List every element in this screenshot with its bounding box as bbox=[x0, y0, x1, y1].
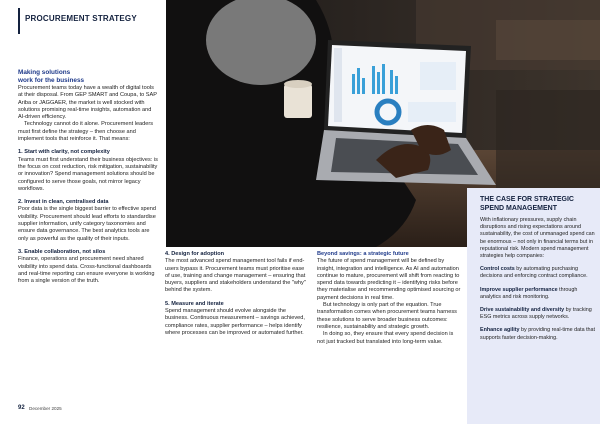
page-number: 92 bbox=[18, 405, 25, 411]
sidebar-benefit-3 bbox=[480, 307, 596, 321]
benefit-3-heading: Drive sustainability and diversity bbox=[480, 307, 565, 314]
col3-paragraph-2: But technology is only part of the equation. True transformation comes when procurement teams harness these solutions to serve broader business outcomes: resilience, sustainability and strategic growth. bbox=[317, 302, 457, 330]
benefit-2-heading: Improve supplier performance bbox=[480, 286, 558, 293]
sidebar-benefit-2 bbox=[480, 287, 596, 301]
col3-paragraph-1: The future of spend management will be defined by insight, integration and intelligence. As AI and automation continue to mature, procurement will shift from reacting to spend data towards predicting it – identifying risks before they materialise and recommending optimised sourcing or payment decisions in real time. bbox=[317, 258, 461, 301]
step-4-title: 4. Design for adoption bbox=[165, 251, 225, 257]
sidebar-benefit-4 bbox=[480, 327, 596, 341]
sidebar-body bbox=[480, 217, 596, 348]
step-2-body: Poor data is the single biggest barrier to effective spend visibility. Procurement should lead efforts to standardise supplier information, unify category taxonomies and ensure data governance. The best analytics tools are only as powerful as the quality of their inputs. bbox=[18, 206, 156, 242]
benefit-2-text: through analytics and risk monitoring. bbox=[480, 286, 578, 300]
col1-intro: Procurement teams today have a wealth of digital tools at their disposal. From GEP SMART and Coupa, to SAP Ariba or JAGGAER, the market is well stocked with solutions promising real-time insights, automation and AI-driven efficiency. bbox=[18, 85, 157, 121]
step-5-title: 5. Measure and iterate bbox=[165, 300, 224, 307]
col1-heading-line2: work for the business bbox=[18, 77, 85, 84]
section-title: PROCUREMENT STRATEGY bbox=[25, 14, 137, 23]
benefit-1-text: by automating purchasing decisions and enforcing contract compliance. bbox=[480, 266, 588, 280]
step-5-body: Spend management should evolve alongside the business. Continuous measurement – savings achieved, compliance rates, supplier performance – helps identify where processes can be improved or automated further. bbox=[165, 308, 305, 336]
sidebar-title: THE CASE FOR STRATEGIC SPEND MANAGEMENT bbox=[480, 196, 574, 212]
column-3 bbox=[317, 251, 461, 346]
step-2-title: 2. Invest in clean, centralised data bbox=[18, 199, 109, 206]
step-4-body: The most advanced spend management tool fails if end-users bypass it. Procurement teams must prioritise ease of use, training and change management – ensuring that buyers, suppliers and stakeholders understand the "why" behind the system. bbox=[165, 258, 306, 294]
header-rule bbox=[18, 8, 20, 34]
col1-heading-line1: Making solutions bbox=[18, 69, 71, 76]
benefit-4-text: by providing real-time data that supports faster decision-making. bbox=[480, 327, 596, 341]
step-1-body: Teams must first understand their business objectives: is the focus on cost reduction, risk mitigation, sustainability or innovation? Spend management solutions should be configured to serve those goals, not mirror legacy workflows. bbox=[18, 156, 158, 192]
col1-intro2: Technology cannot do it alone. Procurement leaders must first define the strategy – then choose and implement tools that reinforce it. That means: bbox=[18, 121, 154, 143]
issue-date: December 2025 bbox=[29, 406, 62, 411]
sidebar-intro: With inflationary pressures, supply chain disruptions and rising expectations around sustainability, the cost of unmanaged spend can be enormous – not only in financial terms but in reputational risk. Modern spend management strategies help companies: bbox=[480, 217, 595, 260]
col3-heading: Beyond savings: a strategic future bbox=[317, 251, 409, 257]
benefit-3-text: by tracking ESG metrics across supply networks. bbox=[480, 307, 592, 321]
column-1 bbox=[18, 69, 158, 285]
column-2 bbox=[165, 251, 309, 337]
col3-paragraph-3: In doing so, they ensure that every spend decision is not just tracked but translated into long-term value. bbox=[317, 331, 454, 345]
benefit-1-heading: Control costs bbox=[480, 266, 515, 273]
sidebar-benefit-1 bbox=[480, 266, 596, 280]
step-3-title: 3. Enable collaboration, not silos bbox=[18, 248, 106, 255]
step-3-body: Finance, operations and procurement need shared visibility into spend data. Cross-functional dashboards and real-time reporting can ensure everyone is working from a single version of the truth. bbox=[18, 256, 155, 285]
step-1-title: 1. Start with clarity, not complexity bbox=[18, 149, 110, 156]
benefit-4-heading: Enhance agility bbox=[480, 327, 520, 334]
